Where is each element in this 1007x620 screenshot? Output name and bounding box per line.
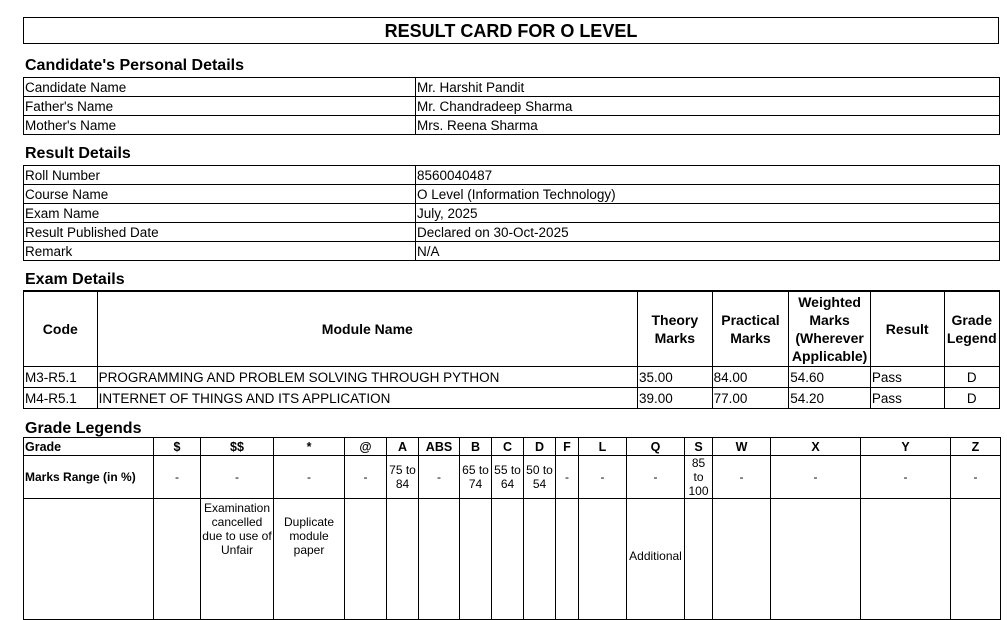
module-name: PROGRAMMING AND PROBLEM SOLVING THROUGH PYTHON [97, 367, 637, 388]
grade-header-row [24, 438, 1001, 456]
module-code: M4-R5.1 [24, 388, 98, 409]
grade-cell: A [387, 438, 419, 456]
result-row-course-name [24, 185, 1000, 204]
range-cell: - [861, 456, 951, 499]
personal-row-father-name [24, 97, 1000, 116]
range-cell: - [274, 456, 345, 499]
description-cell [524, 499, 556, 620]
range-cell: 75 to 84 [387, 456, 419, 499]
personal-details-table [23, 77, 1000, 135]
grade-cell: L [579, 438, 627, 456]
range-cell: 55 to 64 [492, 456, 524, 499]
field-value: Mr. Harshit Pandit [416, 78, 1000, 97]
grade-cell: $$ [201, 438, 274, 456]
grade-cell: W [713, 438, 771, 456]
grade-cell: C [492, 438, 524, 456]
range-cell: - [419, 456, 460, 499]
exam-details-table [23, 290, 1000, 409]
grade-cell: F [556, 438, 579, 456]
module-code: M3-R5.1 [24, 367, 98, 388]
range-cell: 85 to 100 [685, 456, 713, 499]
field-value: Mr. Chandradeep Sharma [416, 97, 1000, 116]
range-cell: - [201, 456, 274, 499]
grade-cell: D [524, 438, 556, 456]
grade-legends-heading: Grade Legends [25, 420, 142, 437]
grade-cell: ABS [419, 438, 460, 456]
col-header-module-name: Module Name [97, 291, 637, 367]
theory-marks: 35.00 [638, 367, 713, 388]
theory-marks: 39.00 [638, 388, 713, 409]
exam-header-row [24, 291, 1000, 367]
description-cell-duplicate-paper: Duplicate module paper [274, 499, 345, 620]
grade-cell: $ [154, 438, 201, 456]
grade-row-label: Grade [24, 438, 154, 456]
grade-cell: X [771, 438, 861, 456]
practical-marks: 77.00 [712, 388, 789, 409]
description-cell [771, 499, 861, 620]
field-label: Remark [24, 242, 416, 261]
range-cell: - [345, 456, 387, 499]
grade-cell: Q [627, 438, 685, 456]
result-card-title: RESULT CARD FOR O LEVEL [23, 17, 999, 44]
grade-cell: * [274, 438, 345, 456]
result-row-published-date [24, 223, 1000, 242]
table-row [24, 388, 1000, 409]
grade-cell: Z [951, 438, 1001, 456]
col-header-code: Code [24, 291, 98, 367]
grade-legends-table [23, 437, 1001, 620]
exam-details-heading: Exam Details [25, 271, 125, 288]
range-cell: 50 to 54 [524, 456, 556, 499]
field-value: 8560040487 [416, 166, 1000, 185]
table-row [24, 367, 1000, 388]
marks-range-label: Marks Range (in %) [24, 456, 154, 499]
field-value: O Level (Information Technology) [416, 185, 1000, 204]
description-cell-additional: Additional [627, 499, 685, 620]
field-label: Roll Number [24, 166, 416, 185]
col-header-result: Result [870, 291, 944, 367]
description-cell [492, 499, 524, 620]
grade-description-row [24, 499, 1001, 620]
weighted-marks: 54.60 [789, 367, 871, 388]
result-details-heading: Result Details [25, 145, 131, 162]
col-header-theory-marks: Theory Marks [638, 291, 713, 367]
description-cell [685, 499, 713, 620]
field-label: Exam Name [24, 204, 416, 223]
description-cell [154, 499, 201, 620]
personal-row-mother-name [24, 116, 1000, 135]
field-label: Course Name [24, 185, 416, 204]
range-cell: - [627, 456, 685, 499]
description-cell-unfair-means: Examination cancelled due to use of Unfair [201, 499, 274, 620]
field-label: Result Published Date [24, 223, 416, 242]
range-cell: - [154, 456, 201, 499]
field-value: Mrs. Reena Sharma [416, 116, 1000, 135]
personal-row-candidate-name [24, 78, 1000, 97]
grade-cell: B [460, 438, 492, 456]
range-cell: 65 to 74 [460, 456, 492, 499]
result-details-table [23, 165, 1000, 261]
range-cell: - [771, 456, 861, 499]
field-value: July, 2025 [416, 204, 1000, 223]
description-cell [951, 499, 1001, 620]
result-row-roll-number [24, 166, 1000, 185]
field-value: Declared on 30-Oct-2025 [416, 223, 1000, 242]
description-label [24, 499, 154, 620]
result-row-remark [24, 242, 1000, 261]
col-header-grade-legend: Grade Legend [944, 291, 1000, 367]
grade-legend: D [944, 388, 1000, 409]
field-label: Father's Name [24, 97, 416, 116]
personal-details-heading: Candidate's Personal Details [25, 57, 244, 74]
grade-legend: D [944, 367, 1000, 388]
description-cell [713, 499, 771, 620]
grade-cell: Y [861, 438, 951, 456]
range-cell: - [579, 456, 627, 499]
module-name: INTERNET OF THINGS AND ITS APPLICATION [97, 388, 637, 409]
description-cell [579, 499, 627, 620]
col-header-practical-marks: Practical Marks [712, 291, 789, 367]
weighted-marks: 54.20 [789, 388, 871, 409]
module-result: Pass [870, 367, 944, 388]
result-row-exam-name [24, 204, 1000, 223]
field-label: Candidate Name [24, 78, 416, 97]
col-header-weighted-marks: Weighted Marks (Wherever Applicable) [789, 291, 871, 367]
marks-range-row [24, 456, 1001, 499]
grade-cell: S [685, 438, 713, 456]
grade-cell: @ [345, 438, 387, 456]
description-cell [556, 499, 579, 620]
practical-marks: 84.00 [712, 367, 789, 388]
field-label: Mother's Name [24, 116, 416, 135]
range-cell: - [951, 456, 1001, 499]
description-cell [345, 499, 387, 620]
field-value: N/A [416, 242, 1000, 261]
range-cell: - [556, 456, 579, 499]
description-cell [419, 499, 460, 620]
description-cell [861, 499, 951, 620]
description-cell [460, 499, 492, 620]
range-cell: - [713, 456, 771, 499]
description-cell [387, 499, 419, 620]
module-result: Pass [870, 388, 944, 409]
